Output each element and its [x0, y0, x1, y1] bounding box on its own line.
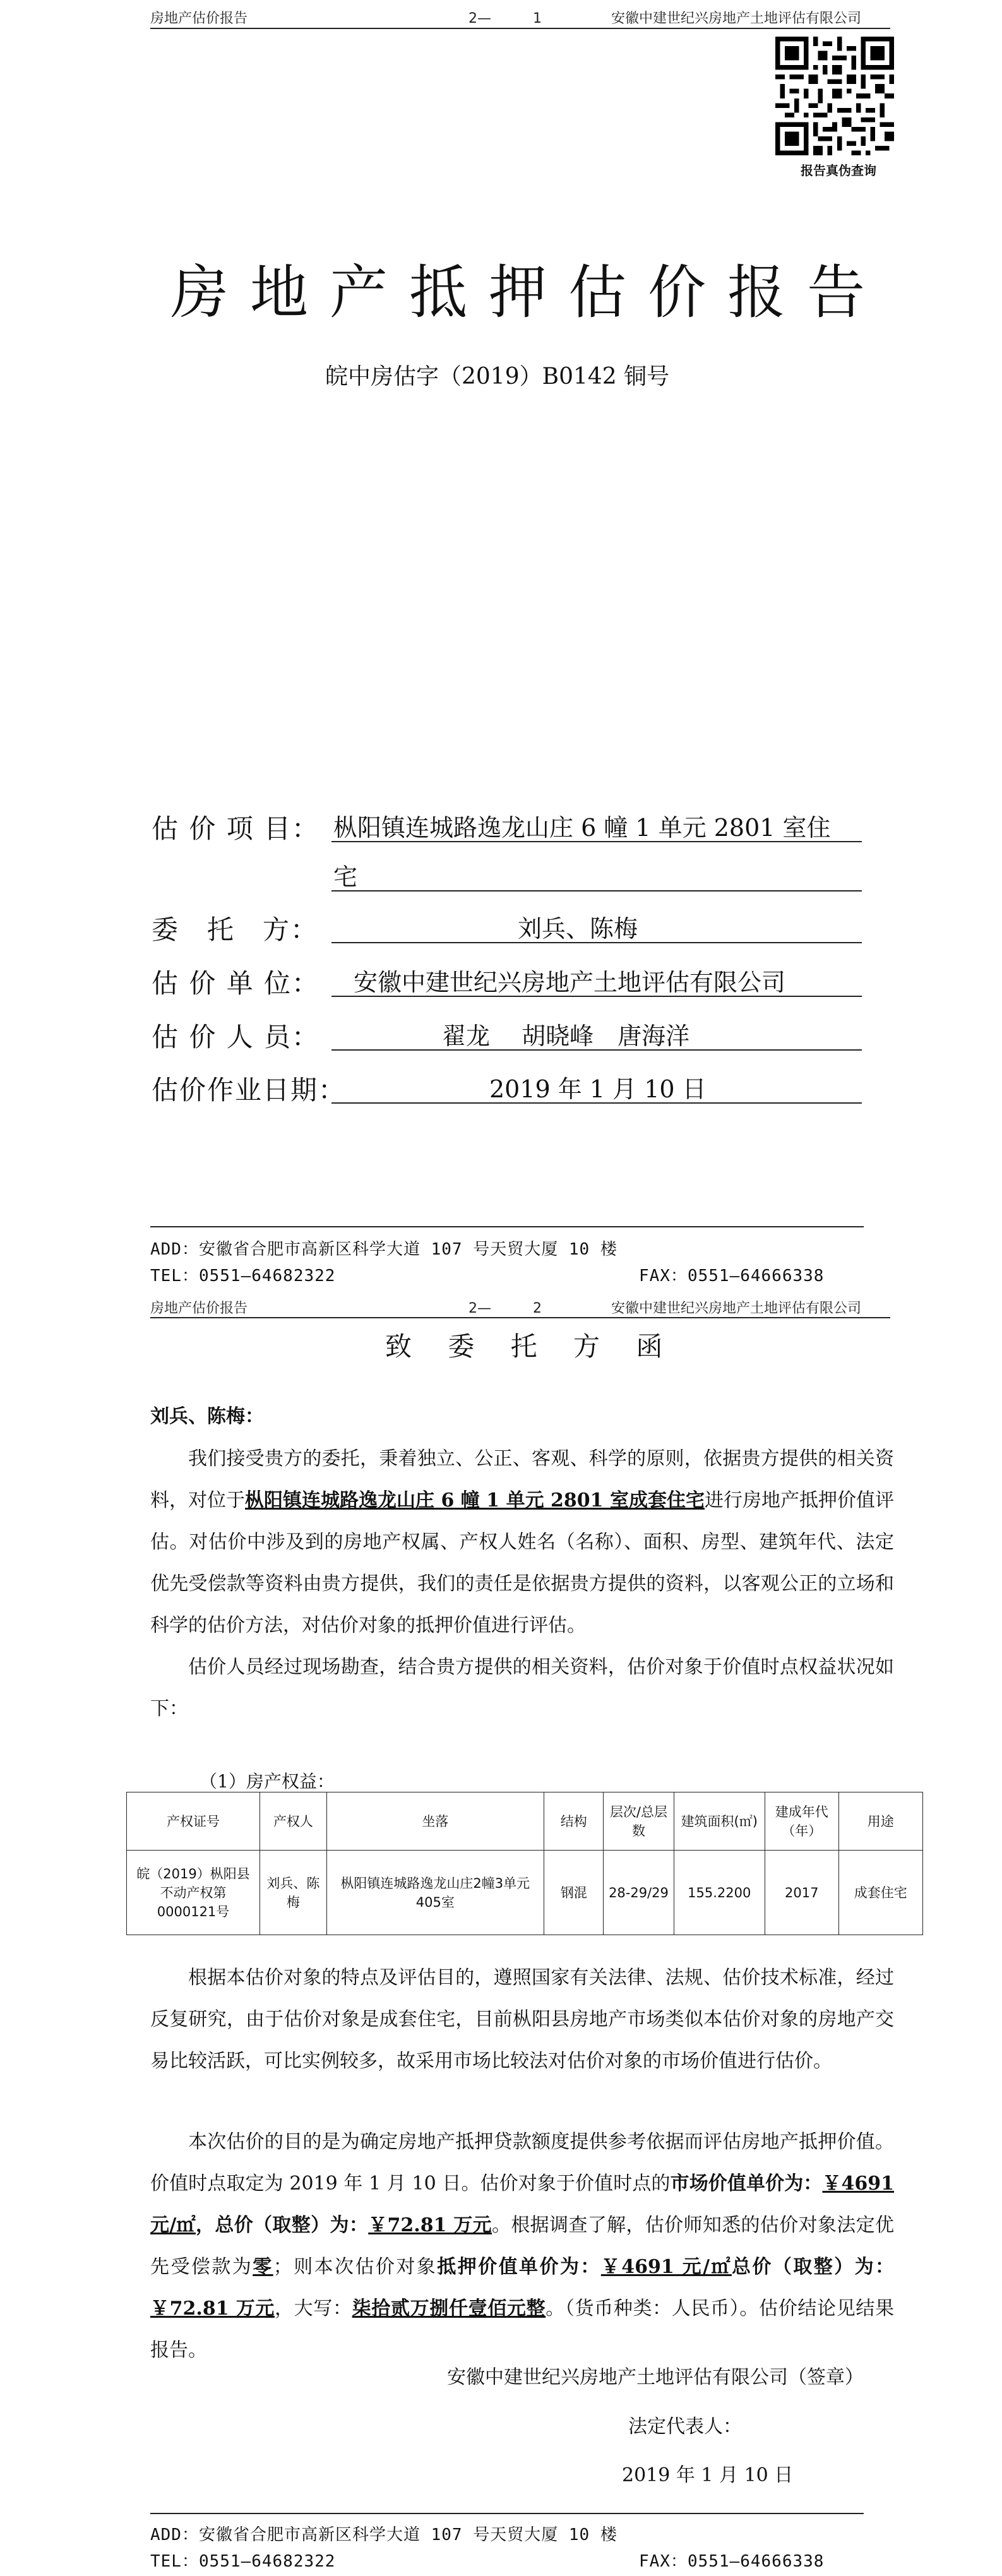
report-title: 房地产抵押估价报告 — [170, 259, 887, 326]
mortgage-total-price-label: 总价（取整）为： — [731, 2256, 895, 2278]
footer-address: ADD：安徽省合肥市高新区科学大道 107 号天贸大厦 10 楼 — [150, 1240, 617, 1259]
header-page-number: 2— 2 — [468, 1301, 542, 1316]
footer-fax: FAX：0551—64666338 — [639, 2552, 825, 2571]
field-label-client: 委 托 方： — [152, 914, 319, 945]
header-rule — [150, 28, 890, 29]
footer-fax: FAX：0551—64666338 — [639, 1267, 825, 1285]
table-header-row — [127, 1792, 923, 1851]
field-underline — [331, 996, 862, 997]
footer-rule — [150, 1226, 864, 1227]
paragraph-4-text: ，大写： — [275, 2298, 352, 2320]
paragraph-1-text: 我们接受贵方的委托，秉着独立、公正、客观、科学的原则，依据贵方提供的相关资料，对位于 — [150, 1448, 894, 1512]
field-value-date: 2019 年 1 月 10 日 — [489, 1075, 707, 1103]
table-header: 建筑面积(㎡) — [674, 1792, 765, 1851]
property-address: 枞阳镇连城路逸龙山庄 6 幢 1 单元 2801 室成套住宅 — [245, 1489, 705, 1512]
market-unit-price-label: 市场价值单价为： — [670, 2173, 823, 2195]
table-cell: 155.2200 — [674, 1851, 765, 1935]
field-value-appraisers: 翟龙 胡晓峰 唐海洋 — [442, 1022, 690, 1050]
paragraph-4-text: ；则本次估价对象 — [273, 2256, 438, 2278]
table-header: 建成年代（年） — [765, 1792, 838, 1851]
table-header: 用途 — [838, 1792, 922, 1851]
paragraph-4-text: 。（货币种类：人民币）。估价结论见结果报告。 — [150, 2298, 895, 2361]
market-unit-price: ￥4691 元/㎡ — [150, 2173, 895, 2236]
letter-title: 致 委 托 方 函 — [385, 1331, 677, 1362]
table-row — [127, 1851, 923, 1935]
footer-rule — [150, 2513, 864, 2514]
paragraph-4-text: 本次估价的目的是为确定房地产抵押贷款额度提供参考依据而评估房地产抵押价值。价值时点取定为 2019 年 1 月 10 日。估价对象于价值时点的 — [150, 2131, 894, 2195]
field-underline — [331, 841, 862, 842]
field-label-project: 估 价 项 目： — [152, 813, 320, 844]
footer-tel: TEL：0551—64682322 — [150, 2552, 336, 2571]
qr-caption: 报告真伪查询 — [801, 163, 876, 178]
paragraph-4 — [150, 2121, 894, 2371]
footer-address: ADD：安徽省合肥市高新区科学大道 107 号天贸大厦 10 楼 — [150, 2525, 617, 2544]
table-header: 坐落 — [326, 1792, 544, 1851]
table-cell: 皖（2019）枞阳县不动产权第0000121号 — [127, 1851, 260, 1935]
market-total-price-label: 总价（取整）为： — [215, 2214, 369, 2236]
signature-date: 2019 年 1 月 10 日 — [622, 2464, 794, 2486]
header-rule — [150, 1317, 890, 1318]
paragraph-3: 根据本估价对象的特点及评估目的，遵照国家有关法律、法规、估价技术标准，经过反复研究，由于估价对象是成套住宅，目前枞阳县房地产市场类似本估价对象的房地产交易比较活跃，可比实例较多，故采用市场比较法对估价对象的市场价值进行估价。 — [150, 1967, 894, 2072]
field-underline — [331, 890, 862, 891]
header-left: 房地产估价报告 — [150, 11, 248, 27]
table-cell: 刘兵、陈梅 — [260, 1851, 327, 1935]
amount-in-words: 柒拾贰万捌仟壹佰元整 — [352, 2298, 546, 2320]
field-value-appraiser-unit: 安徽中建世纪兴房地产土地评估有限公司 — [354, 969, 786, 996]
priority-claim-amount: 零 — [253, 2256, 273, 2278]
signature-company: 安徽中建世纪兴房地产土地评估有限公司（签章） — [447, 2366, 864, 2388]
header-left: 房地产估价报告 — [150, 1301, 248, 1316]
table-header: 结构 — [544, 1792, 604, 1851]
field-label-appraisers: 估 价 人 员： — [152, 1022, 320, 1052]
table-cell: 枞阳镇连城路逸龙山庄2幢3单元405室 — [326, 1851, 544, 1935]
field-value-client: 刘兵、陈梅 — [518, 915, 638, 943]
table-cell: 2017 — [765, 1851, 838, 1935]
qr-code-icon[interactable] — [775, 37, 894, 155]
market-total-price: ￥72.81 万元 — [368, 2214, 492, 2236]
field-value-project-line2: 宅 — [333, 863, 358, 891]
header-right: 安徽中建世纪兴房地产土地评估有限公司 — [611, 1301, 862, 1316]
table-header: 产权人 — [260, 1792, 327, 1851]
paragraph-2: 估价人员经过现场勘查，结合贵方提供的相关资料，估价对象于价值时点权益状况如下： — [150, 1656, 894, 1720]
field-label-date: 估价作业日期： — [152, 1075, 347, 1106]
mortgage-total-price: ￥72.81 万元 — [150, 2298, 275, 2320]
mortgage-unit-price-label: 抵押价值单价为： — [437, 2256, 601, 2278]
field-underline — [331, 1049, 862, 1051]
table-cell: 钢混 — [544, 1851, 604, 1935]
rights-label: （1）房产权益： — [200, 1771, 335, 1792]
report-number: 皖中房估字（2019）B0142 铜号 — [325, 364, 670, 390]
field-underline — [331, 942, 862, 943]
salutation: 刘兵、陈梅： — [150, 1405, 264, 1428]
paragraph-4-text: 。根据调查了解，估价师知悉的估价对象法定优先受偿款为 — [150, 2214, 895, 2278]
header-right: 安徽中建世纪兴房地产土地评估有限公司 — [611, 11, 862, 27]
legal-representative: 法定代表人： — [628, 2416, 742, 2438]
table-cell: 成套住宅 — [838, 1851, 922, 1935]
table-header: 产权证号 — [127, 1792, 260, 1851]
paragraph-1-text-cont: 进行房地产抵押价值评估。对估价中涉及到的房地产权属、产权人姓名（名称）、面积、房型、建筑年代、法定优先受偿款等资料由贵方提供，我们的责任是依据贵方提供的资料，以客观公正的立场和科学的估价方法，对估价对象的抵押价值进行评估。 — [150, 1489, 895, 1637]
field-underline — [331, 1102, 862, 1104]
field-label-appraiser-unit: 估 价 单 位： — [152, 968, 320, 999]
footer-tel: TEL：0551—64682322 — [150, 1267, 336, 1285]
table-header: 层次/总层数 — [604, 1792, 674, 1851]
rights-table — [126, 1792, 923, 1935]
paragraph-4-text: ， — [196, 2214, 215, 2236]
field-value-project: 枞阳镇连城路逸龙山庄 6 幢 1 单元 2801 室住 — [333, 814, 831, 842]
paragraph-1 — [150, 1438, 894, 1647]
header-page-number: 2— 1 — [468, 11, 542, 27]
mortgage-unit-price: ￥4691 元/㎡ — [600, 2256, 732, 2278]
table-cell: 28-29/29 — [604, 1851, 674, 1935]
